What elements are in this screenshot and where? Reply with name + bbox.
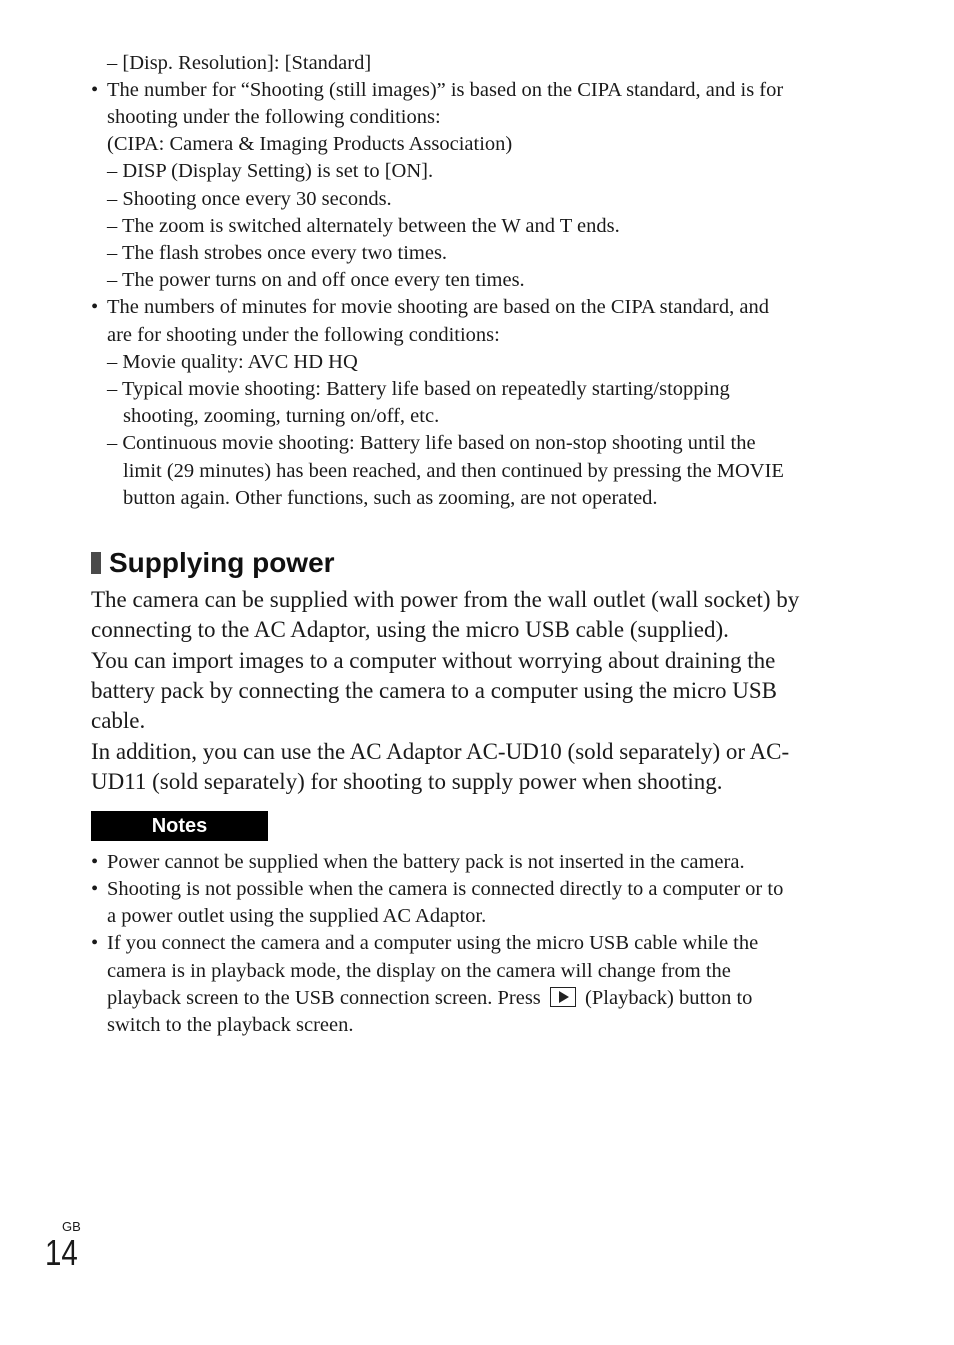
region-code: GB	[62, 1219, 81, 1234]
condition-line: – DISP (Display Setting) is set to [ON].	[107, 160, 434, 182]
bullet-marker: •	[91, 851, 99, 873]
paragraph-line: The camera can be supplied with power from the wall outlet (wall socket) by	[91, 587, 800, 612]
note-line: If you connect the camera and a computer using the micro USB cable while the	[107, 932, 759, 954]
bullet1-line: The number for “Shooting (still images)” is based on the CIPA standard, and is for	[107, 79, 784, 101]
movie-condition-line: – Continuous movie shooting: Battery life based on non-stop shooting until the	[107, 432, 756, 454]
movie-condition-line: shooting, zooming, turning on/off, etc.	[123, 405, 440, 427]
paragraph-line: cable.	[91, 708, 146, 733]
note-line: switch to the playback screen.	[107, 1014, 354, 1036]
bullet-marker: •	[91, 296, 99, 318]
paragraph-line: connecting to the AC Adaptor, using the micro USB cable (supplied).	[91, 617, 729, 642]
paragraph-line: You can import images to a computer without worrying about draining the	[91, 648, 776, 673]
bullet-marker: •	[91, 878, 99, 900]
note-line: camera is in playback mode, the display on the camera will change from the	[107, 960, 731, 982]
paragraph-line: battery pack by connecting the camera to a computer using the micro USB	[91, 678, 777, 703]
note-text: playback screen to the USB connection screen. Press	[107, 987, 541, 1009]
note-line: Shooting is not possible when the camera is connected directly to a computer or to	[107, 878, 784, 900]
note-line: a power outlet using the supplied AC Adaptor.	[107, 905, 487, 927]
bullet1-line: shooting under the following conditions:	[107, 106, 441, 128]
disp-resolution-line: – [Disp. Resolution]: [Standard]	[107, 52, 372, 74]
paragraph-line: In addition, you can use the AC Adaptor AC-UD10 (sold separately) or AC-	[91, 739, 790, 764]
bullet2-line: The numbers of minutes for movie shooting are based on the CIPA standard, and	[107, 296, 769, 318]
section-title: Supplying power	[109, 547, 335, 578]
bullet-marker: •	[91, 932, 99, 954]
playback-icon	[550, 987, 576, 1007]
movie-condition-line: – Typical movie shooting: Battery life based on repeatedly starting/stopping	[107, 378, 730, 400]
condition-line: – Shooting once every 30 seconds.	[107, 188, 392, 210]
note-line: Power cannot be supplied when the battery pack is not inserted in the camera.	[107, 851, 745, 873]
bullet-marker: •	[91, 79, 99, 101]
movie-condition-line: button again. Other functions, such as zooming, are not operated.	[123, 487, 658, 509]
paragraph-line: UD11 (sold separately) for shooting to supply power when shooting.	[91, 769, 723, 794]
heading-marker-icon	[91, 552, 101, 574]
page-number: 14	[45, 1232, 78, 1273]
bullet2-line: are for shooting under the following conditions:	[107, 324, 500, 346]
condition-line: – The zoom is switched alternately between the W and T ends.	[107, 215, 620, 237]
movie-condition-line: limit (29 minutes) has been reached, and then continued by pressing the MOVIE	[123, 460, 784, 482]
note-line	[107, 985, 752, 1012]
condition-line: – The power turns on and off once every ten times.	[107, 269, 525, 291]
note-text: (Playback) button to	[585, 987, 753, 1009]
condition-line: – The flash strobes once every two times.	[107, 242, 448, 264]
notes-label: Notes	[91, 811, 268, 841]
bullet1-line: (CIPA: Camera & Imaging Products Association)	[107, 133, 513, 155]
section-heading	[91, 546, 335, 580]
movie-condition-line: – Movie quality: AVC HD HQ	[107, 351, 358, 373]
